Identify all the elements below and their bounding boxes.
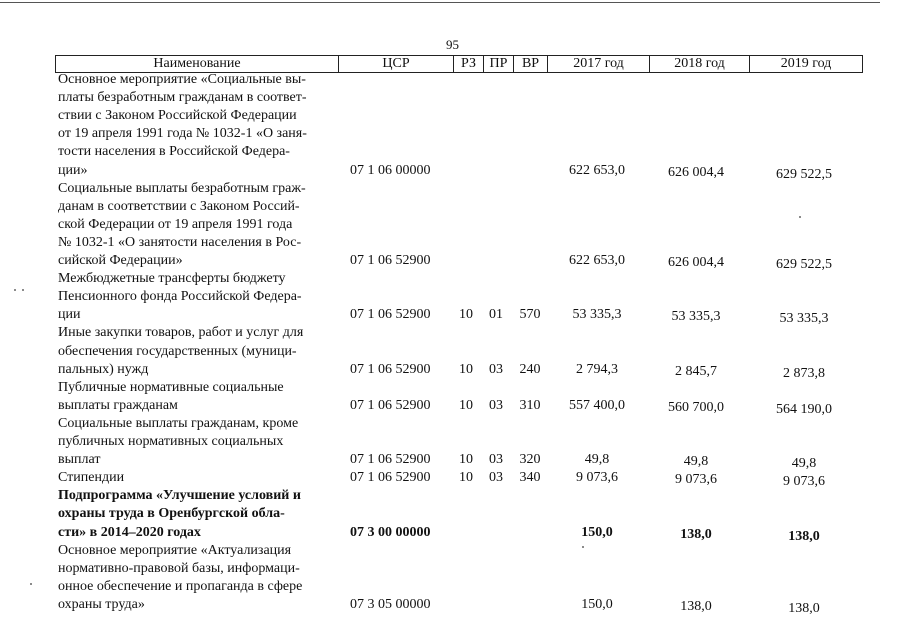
cell-pr: 03: [489, 397, 503, 413]
cell-csr: 07 1 06 52900: [350, 253, 431, 268]
cell-2018: 626 004,4: [668, 164, 724, 180]
header-pr: ПР: [484, 56, 514, 72]
cell-vr: 310: [519, 397, 541, 413]
row-name-line: Пенсионного фонда Российской Федера-: [58, 289, 302, 305]
row-name-line: онное обеспечение и пропаганда в сфере: [58, 578, 303, 594]
cell-rz: 10: [459, 307, 473, 323]
header-2018: 2018 год: [650, 56, 750, 72]
scan-speck: [14, 289, 16, 291]
cell-csr: 07 1 06 52900: [350, 397, 431, 413]
cell-2017: 9 073,6: [576, 470, 618, 486]
cell-2019: 629 522,5: [776, 257, 832, 272]
cell-2017: 150,0: [581, 596, 613, 612]
row-name-line: ствии с Законом Российской Федерации: [58, 108, 297, 124]
row-name-line: Межбюджетные трансферты бюджету: [58, 271, 286, 287]
row-name-line: тости населения в Российской Федера-: [58, 144, 290, 160]
row-name-line: Основное мероприятие «Актуализация: [58, 542, 292, 558]
cell-csr: 07 3 05 00000: [350, 596, 431, 612]
row-name-line: охраны труда»: [58, 596, 145, 612]
cell-2019: 53 335,3: [779, 311, 829, 327]
row-name-line: охраны труда в Оренбургской обла-: [58, 506, 285, 522]
header-vr: ВР: [514, 56, 548, 72]
cell-pr: 03: [489, 361, 503, 377]
cell-2019: 49,8: [791, 456, 817, 472]
scan-speck: [799, 216, 801, 218]
cell-csr: 07 1 06 52900: [350, 470, 431, 486]
scan-speck: [582, 546, 584, 548]
cell-2017: 150,0: [581, 524, 613, 540]
row-name-line: сти» в 2014–2020 годах: [58, 524, 201, 540]
row-name-line: пальных) нужд: [58, 361, 149, 377]
row-name-line: выплаты гражданам: [58, 397, 178, 413]
row-name-line: платы безработным гражданам в соответ-: [58, 90, 307, 106]
row-name-line: Стипендии: [58, 470, 125, 486]
header-name: Наименование: [56, 56, 339, 72]
cell-2018: 49,8: [683, 454, 709, 470]
row-name-line: Иные закупки товаров, работ и услуг для: [58, 325, 304, 341]
cell-csr: 07 3 00 00000: [350, 524, 431, 540]
header-rz: РЗ: [454, 56, 484, 72]
row-name-line: Основное мероприятие «Социальные вы-: [58, 72, 306, 87]
row-name-line: нормативно-правовой базы, информаци-: [58, 560, 300, 576]
cell-vr: 570: [519, 307, 541, 323]
cell-csr: 07 1 06 00000: [350, 162, 431, 178]
cell-2018: 9 073,6: [675, 472, 717, 488]
row-name-line: Подпрограмма «Улучшение условий и: [58, 488, 301, 504]
row-name-line: от 19 апреля 1991 года № 1032-1 «О заня-: [58, 126, 307, 142]
row-name-line: выплат: [58, 452, 101, 468]
row-name-line: сийской Федерации»: [58, 253, 183, 268]
cell-rz: 10: [459, 470, 473, 486]
row-name-line: ции»: [58, 162, 88, 178]
scan-speck: [22, 289, 24, 291]
cell-2018: 2 845,7: [675, 363, 717, 379]
cell-vr: 320: [519, 452, 541, 468]
row-name-line: данам в соответствии с Законом Россий-: [58, 198, 300, 214]
row-name-line: Социальные выплаты гражданам, кроме: [58, 415, 299, 431]
cell-2017: 622 653,0: [569, 253, 625, 268]
cell-2018: 53 335,3: [671, 309, 721, 325]
cell-csr: 07 1 06 52900: [350, 361, 431, 377]
cell-rz: 10: [459, 452, 473, 468]
row-name-line: Публичные нормативные социальные: [58, 379, 284, 395]
cell-pr: 03: [489, 470, 503, 486]
scan-speck: [30, 583, 32, 585]
cell-2018: 138,0: [680, 526, 712, 542]
cell-rz: 10: [459, 397, 473, 413]
cell-2019: 2 873,8: [783, 365, 825, 381]
cell-pr: 03: [489, 452, 503, 468]
cell-2017: 2 794,3: [576, 361, 618, 377]
row-name-line: Социальные выплаты безработным граж-: [58, 180, 306, 196]
top-rule: [0, 2, 880, 3]
page-number: 95: [446, 37, 459, 52]
cell-2019: 138,0: [788, 600, 820, 616]
cell-2017: 557 400,0: [569, 397, 625, 413]
cell-2019: 138,0: [788, 528, 820, 544]
cell-csr: 07 1 06 52900: [350, 452, 431, 468]
row-name-line: ской Федерации от 19 апреля 1991 года: [58, 216, 293, 232]
cell-2019: 564 190,0: [776, 401, 832, 417]
header-2017: 2017 год: [548, 56, 650, 72]
header-csr: ЦСР: [339, 56, 454, 72]
cell-vr: 340: [519, 470, 541, 486]
cell-csr: 07 1 06 52900: [350, 307, 431, 323]
row-name-line: обеспечения государственных (муници-: [58, 343, 297, 359]
cell-2018: 560 700,0: [668, 399, 724, 415]
cell-2017: 49,8: [584, 452, 610, 468]
cell-rz: 10: [459, 361, 473, 377]
cell-2017: 53 335,3: [572, 307, 622, 323]
cell-vr: 240: [519, 361, 541, 377]
header-2019: 2019 год: [780, 56, 832, 71]
cell-pr: 01: [489, 307, 503, 323]
cell-2019: 629 522,5: [776, 166, 832, 182]
row-name-line: публичных нормативных социальных: [58, 434, 284, 449]
row-name-line: № 1032-1 «О занятости населения в Рос-: [58, 234, 302, 250]
cell-2019: 9 073,6: [783, 474, 825, 490]
row-name-line: ции: [58, 307, 81, 323]
cell-2017: 622 653,0: [569, 162, 625, 178]
cell-2018: 626 004,4: [668, 255, 724, 270]
cell-2018: 138,0: [680, 598, 712, 614]
